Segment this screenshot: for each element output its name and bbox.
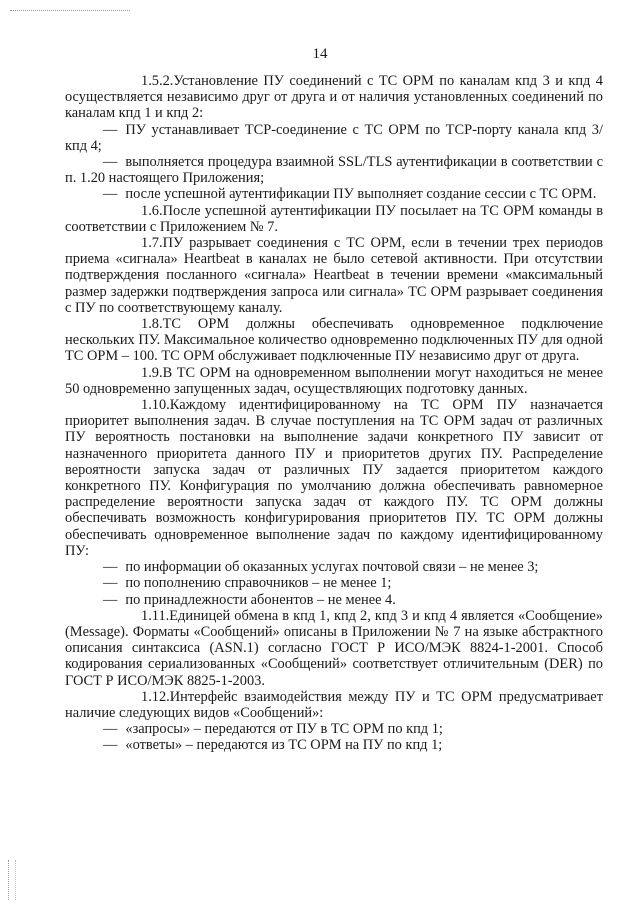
list-item: [65, 592, 603, 608]
dash-marker: —: [103, 154, 118, 171]
list-item: [65, 737, 603, 753]
paragraph-1-9: [65, 365, 603, 397]
dash-marker: —: [103, 559, 118, 576]
paragraph-text: ПУ разрывает соединения с ТС ОРМ, если в течении трех периодов приема «сигнала» Heartbeat в каналах не было сетевой активности. При отсутствии подтверждения посланного «сигнала» Heartbeat в течении времени «максимальный размер задержки подтверждения запроса или сигнала» ТС ОРМ разрывает соединения с ПУ по соответствующему каналу.: [65, 235, 603, 316]
dash-marker: —: [103, 737, 118, 754]
dash-marker: —: [103, 721, 118, 738]
dash-marker: —: [103, 575, 118, 592]
list-item: [65, 122, 603, 154]
list-item-text: «запросы» – передаются от ПУ в ТС ОРМ по кпд 1;: [125, 721, 443, 738]
paragraph-text: В ТС ОРМ на одновременном выполнении могут находиться не менее 50 одновременно запущенных задач, осуществляющих подготовку данных.: [65, 364, 603, 397]
document-body: [65, 73, 603, 754]
paragraph-1-5-2: [65, 73, 603, 122]
dash-marker: —: [103, 121, 118, 138]
paragraph-text: После успешной аутентификации ПУ посылает на ТС ОРМ команды в соответствии с Приложением № 7.: [65, 202, 603, 235]
paragraph-text: Каждому идентифицированному на ТС ОРМ ПУ назначается приоритет выполнения задач. В случае поступления на ТС ОРМ задач от различных ПУ вероятность постановки на выполнение задачи конкретного ПУ зависит от назначенного приоритета данного ПУ и приоритетов других ПУ. Распределение вероятности запуска задач от различных ПУ задается приоритетом каждого конкретного ПУ. Конфигурация по умолчанию должна обеспечивать равномерное распределение вероятности запуска задач от каждого ПУ. ТС ОРМ должны обеспечивать возможность конфигурирования приоритетов ПУ. ТС ОРМ должны обеспечивать одновременное выполнение задач по каждому идентифицированному ПУ:: [65, 397, 603, 559]
clause-number: 1.12.: [141, 688, 170, 705]
dash-marker: —: [103, 591, 118, 608]
clause-number: 1.6.: [141, 202, 163, 219]
list-item-text: по принадлежности абонентов – не менее 4.: [125, 591, 396, 608]
list-item: [65, 721, 603, 737]
page-number: 14: [312, 46, 328, 62]
paragraph-text: Интерфейс взаимодействия между ПУ и ТС ОРМ предусматривает наличие следующих видов «Сообщений»:: [65, 688, 603, 721]
scan-artifact-top: [10, 10, 130, 14]
list-item-text: «ответы» – передаются из ТС ОРМ на ПУ по кпд 1;: [125, 737, 443, 754]
paragraph-text: Установление ПУ соединений с ТС ОРМ по каналам кпд 3 и кпд 4 осуществляется независимо друг от друга и от наличия установленных соединений по каналам кпд 1 и кпд 2:: [65, 73, 603, 122]
list-item-text: по информации об оказанных услугах почтовой связи – не менее 3;: [125, 559, 539, 576]
list-item-text: после успешной аутентификации ПУ выполняет создание сессии с ТС ОРМ.: [125, 186, 597, 203]
scan-artifact-left: [8, 860, 16, 900]
clause-number: 1.8.: [141, 316, 163, 333]
paragraph-1-8: [65, 316, 603, 365]
paragraph-1-12: [65, 689, 603, 721]
list-item: [65, 559, 603, 575]
paragraph-text: ТС ОРМ должны обеспечивать одновременное подключение нескольких ПУ. Максимальное количество одновременно подключенных ПУ для одной ТС ОРМ – 100. ТС ОРМ обслуживает подключенные ПУ независимо друг от друга.: [65, 316, 603, 365]
clause-number: 1.10.: [141, 397, 170, 414]
clause-number: 1.7.: [141, 235, 163, 252]
list-item: [65, 154, 603, 186]
paragraph-text: Единицей обмена в кпд 1, кпд 2, кпд 3 и кпд 4 является «Сообщение» (Message). Форматы «Сообщений» описаны в Приложении № 7 на языке абстрактного описания синтаксиса (ASN.1) согласно ГОСТ Р ИСО/МЭК 8824-1-2001. Способ кодирования сериализованных «Сообщений» соответствует отличительным (DER) по ГОСТ Р ИСО/МЭК 8825-1-2003.: [65, 607, 603, 689]
clause-number: 1.11.: [141, 607, 170, 624]
list-item: [65, 186, 603, 202]
clause-number: 1.9.: [141, 364, 163, 381]
paragraph-1-11: [65, 608, 603, 689]
list-item: [65, 575, 603, 591]
list-item-text: по пополнению справочников – не менее 1;: [125, 575, 392, 592]
paragraph-1-10: [65, 397, 603, 559]
paragraph-1-7: [65, 235, 603, 316]
dash-marker: —: [103, 186, 118, 203]
list-item-text: ПУ устанавливает TCP-соединение с ТС ОРМ по TCP-порту канала кпд 3/кпд 4;: [65, 121, 603, 154]
paragraph-1-6: [65, 203, 603, 235]
clause-number: 1.5.2.: [141, 73, 174, 89]
list-item-text: выполняется процедура взаимной SSL/TLS аутентификации в соответствии с п. 1.20 настоящего Приложения;: [65, 154, 603, 187]
